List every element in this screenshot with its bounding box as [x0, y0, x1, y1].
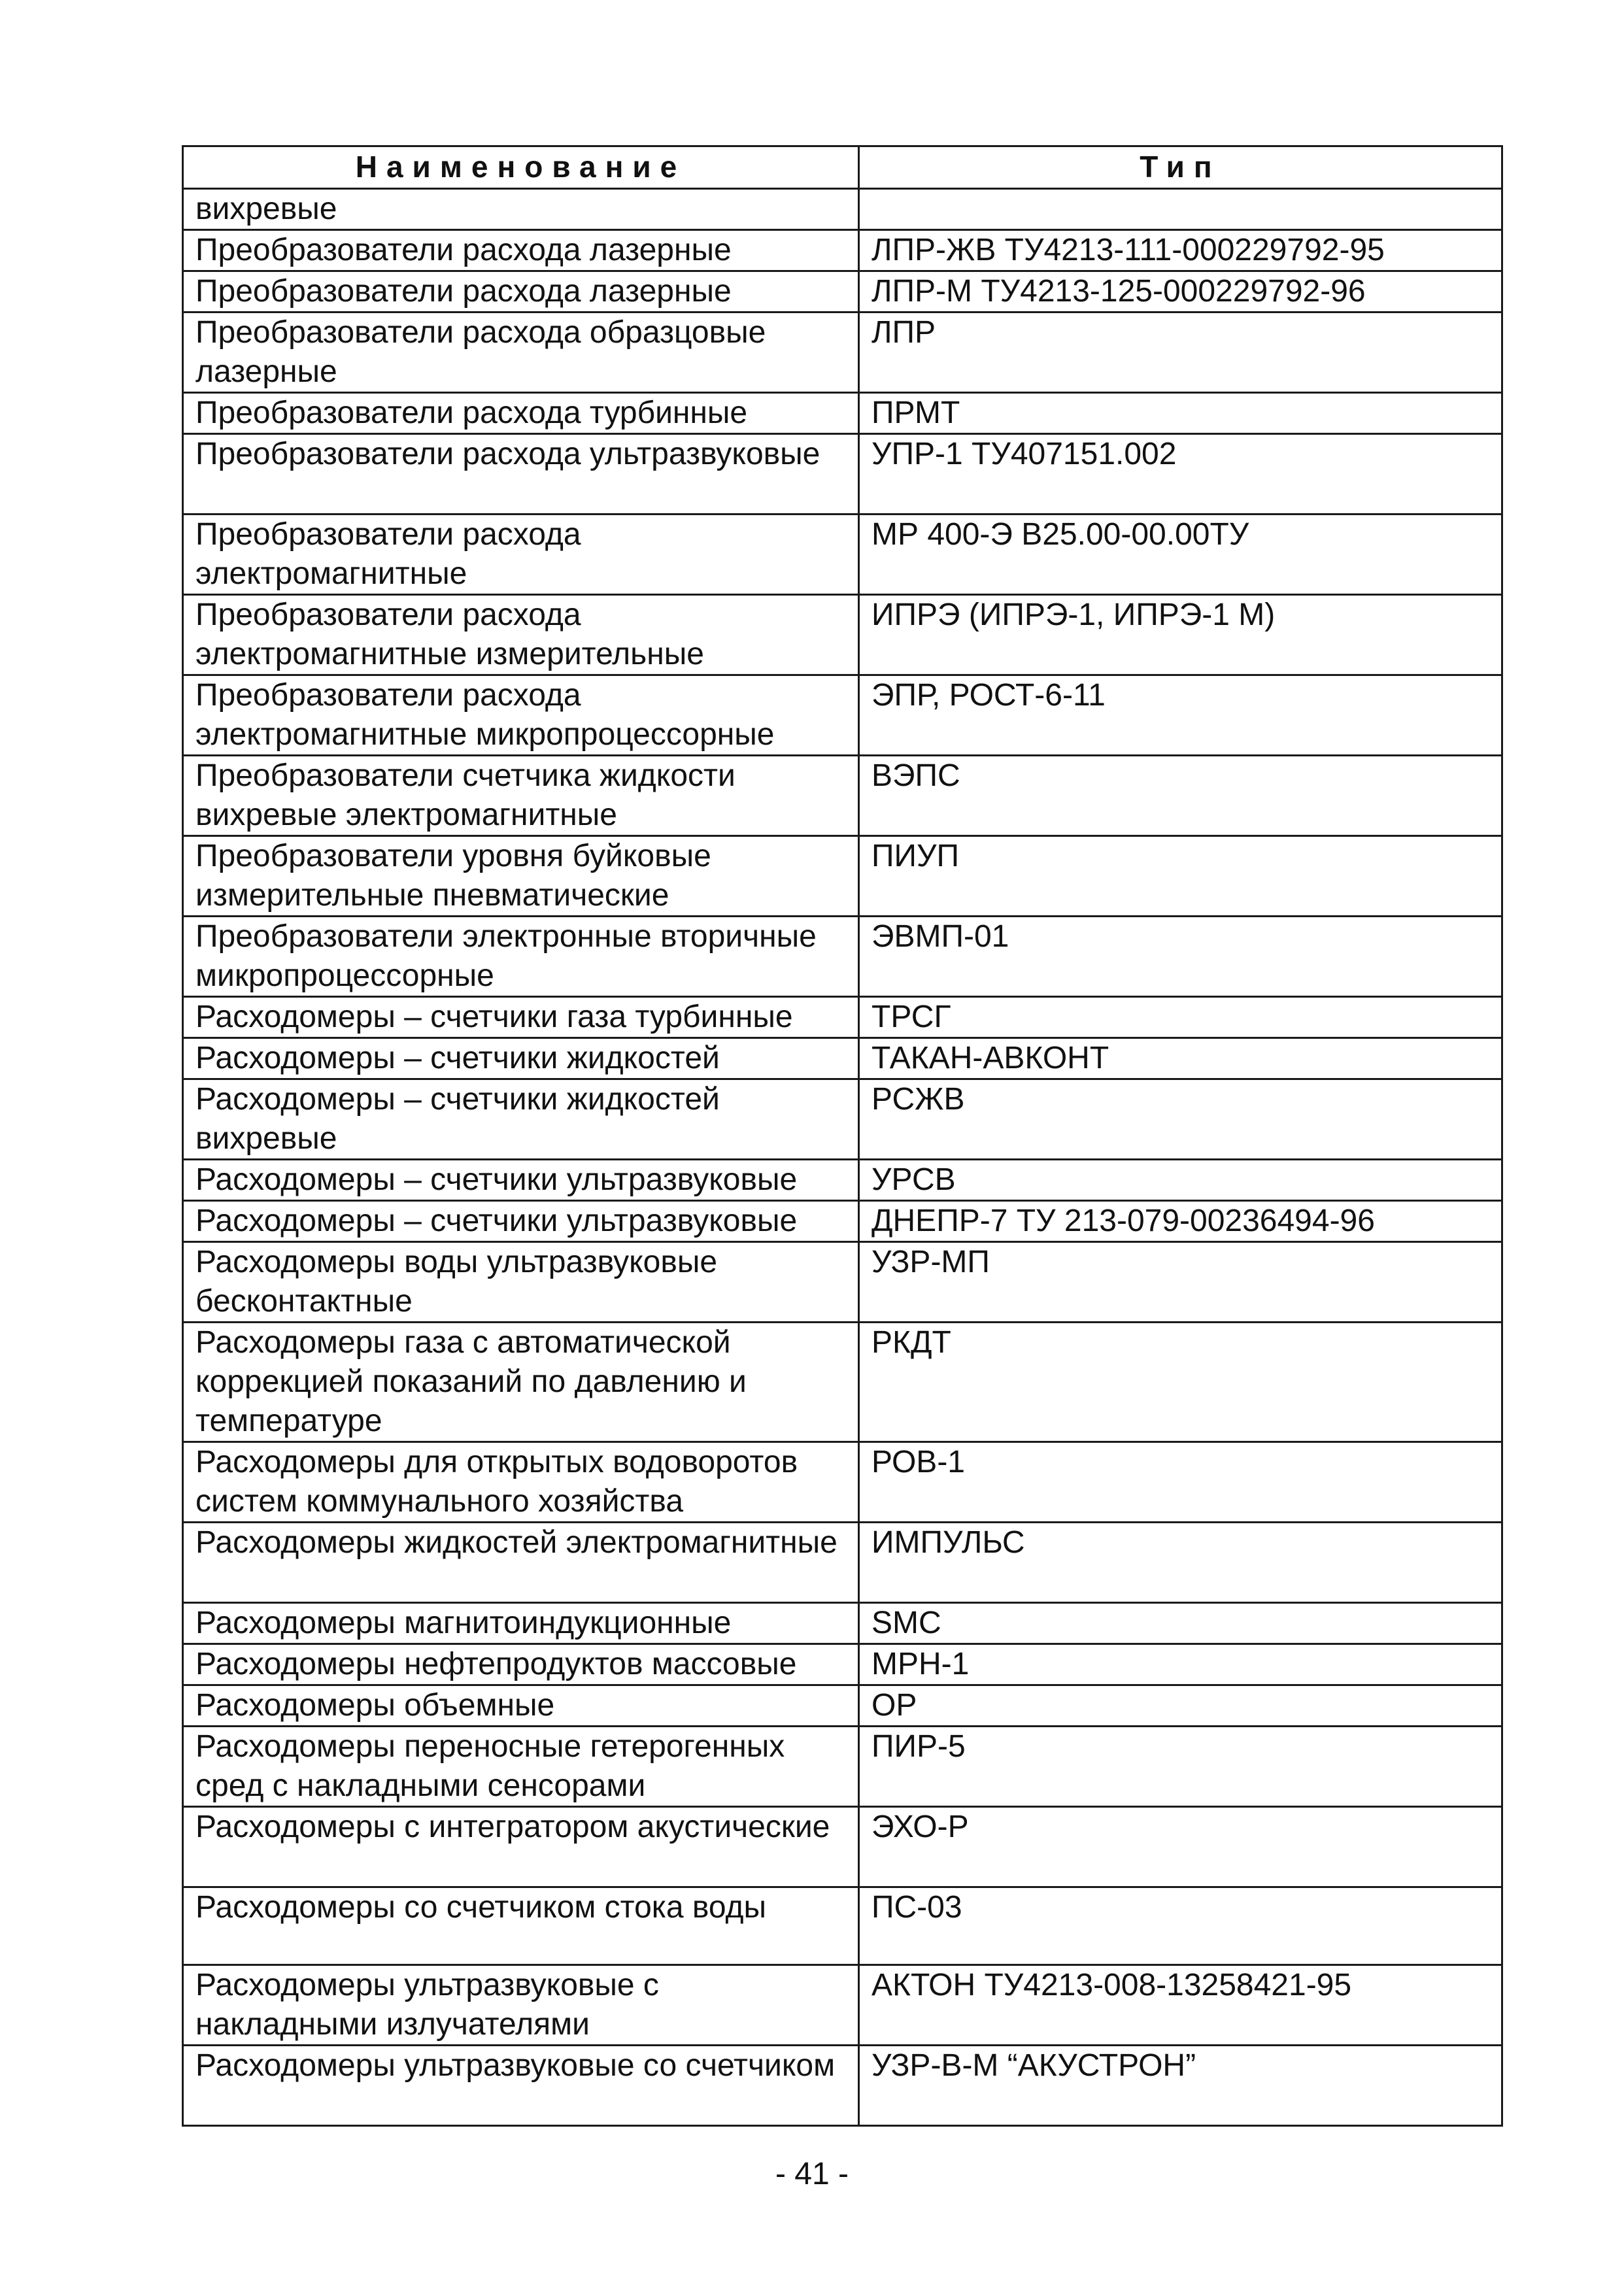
table-row	[183, 1242, 1502, 1323]
table-row	[183, 1807, 1502, 1887]
cell-name: Расходомеры магнитоиндукционные	[183, 1603, 859, 1644]
cell-name: Расходомеры ультразвуковые со счетчиком	[183, 2046, 859, 2126]
cell-name: Расходомеры газа с автоматической коррекцией показаний по давлению и температуре	[183, 1323, 859, 1442]
table-row	[183, 1323, 1502, 1442]
cell-type: ПРМТ	[859, 393, 1502, 434]
table-row	[183, 595, 1502, 675]
table-row	[183, 1644, 1502, 1685]
table-row	[183, 312, 1502, 393]
cell-type: РКДТ	[859, 1323, 1502, 1442]
cell-type: SMC	[859, 1603, 1502, 1644]
cell-name: Расходомеры жидкостей электромагнитные	[183, 1523, 859, 1603]
table-body	[183, 189, 1502, 2126]
cell-name: Расходомеры ультразвуковые с накладными излучателями	[183, 1965, 859, 2046]
cell-name: Преобразователи расхода лазерные	[183, 230, 859, 271]
cell-name: Расходомеры – счетчики ультразвуковые	[183, 1160, 859, 1201]
table-row	[183, 1965, 1502, 2046]
table-row	[183, 1160, 1502, 1201]
table-row	[183, 1523, 1502, 1603]
cell-name: Расходомеры – счетчики жидкостей вихревые	[183, 1079, 859, 1160]
cell-type: ТРСГ	[859, 997, 1502, 1038]
cell-type: ЭХО-Р	[859, 1807, 1502, 1887]
cell-type	[859, 189, 1502, 230]
table-row	[183, 434, 1502, 514]
cell-name: Преобразователи уровня буйковые измерительные пневматические	[183, 836, 859, 917]
cell-name: Преобразователи расхода электромагнитные микропроцессорные	[183, 675, 859, 756]
cell-name: Преобразователи расхода образцовые лазерные	[183, 312, 859, 393]
table-row	[183, 1442, 1502, 1523]
cell-type: УЗР-В-М “АКУСТРОН”	[859, 2046, 1502, 2126]
cell-type: УЗР-МП	[859, 1242, 1502, 1323]
page-number: - 41 -	[775, 2157, 849, 2191]
table-row	[183, 230, 1502, 271]
table-row	[183, 917, 1502, 997]
table-row	[183, 189, 1502, 230]
cell-type: ЛПР	[859, 312, 1502, 393]
table-header-row	[183, 146, 1502, 189]
cell-type: ПИУП	[859, 836, 1502, 917]
cell-name: Преобразователи счетчика жидкости вихревые электромагнитные	[183, 756, 859, 836]
table-row	[183, 1201, 1502, 1242]
header-name: Наименование	[183, 146, 859, 189]
table-row	[183, 1727, 1502, 1807]
table-row	[183, 1603, 1502, 1644]
cell-name: Расходомеры со счетчиком стока воды	[183, 1887, 859, 1965]
cell-name: Преобразователи расхода электромагнитные измерительные	[183, 595, 859, 675]
table-row	[183, 1038, 1502, 1079]
table-row	[183, 836, 1502, 917]
cell-type: ЭВМП-01	[859, 917, 1502, 997]
cell-name: Расходомеры с интегратором акустические	[183, 1807, 859, 1887]
table-row	[183, 1887, 1502, 1965]
cell-name: вихревые	[183, 189, 859, 230]
cell-type: ПС-03	[859, 1887, 1502, 1965]
document-page	[182, 145, 1501, 2127]
cell-type: ОР	[859, 1685, 1502, 1727]
cell-name: Преобразователи расхода турбинные	[183, 393, 859, 434]
cell-name: Преобразователи электронные вторичные микропроцессорные	[183, 917, 859, 997]
cell-type: МР 400-Э В25.00-00.00ТУ	[859, 514, 1502, 595]
cell-name: Расходомеры – счетчики газа турбинные	[183, 997, 859, 1038]
cell-type: ДНЕПР-7 ТУ 213-079-00236494-96	[859, 1201, 1502, 1242]
cell-type: ЛПР-М ТУ4213-125-000229792-96	[859, 271, 1502, 312]
cell-name: Расходомеры объемные	[183, 1685, 859, 1727]
table-row	[183, 271, 1502, 312]
cell-type: ИПРЭ (ИПРЭ-1, ИПРЭ-1 М)	[859, 595, 1502, 675]
table-row	[183, 393, 1502, 434]
table-row	[183, 675, 1502, 756]
cell-type: ТАКАН-АВКОНТ	[859, 1038, 1502, 1079]
cell-type: ЭПР, РОСТ-6-11	[859, 675, 1502, 756]
table-row	[183, 997, 1502, 1038]
cell-name: Расходомеры воды ультразвуковые бесконтактные	[183, 1242, 859, 1323]
cell-name: Расходомеры – счетчики ультразвуковые	[183, 1201, 859, 1242]
table-row	[183, 514, 1502, 595]
table-row	[183, 2046, 1502, 2126]
cell-type: АКТОН ТУ4213-008-13258421-95	[859, 1965, 1502, 2046]
table-row	[183, 1079, 1502, 1160]
cell-type: УПР-1 ТУ407151.002	[859, 434, 1502, 514]
cell-name: Преобразователи расхода лазерные	[183, 271, 859, 312]
table-row	[183, 1685, 1502, 1727]
cell-type: УРСВ	[859, 1160, 1502, 1201]
cell-name: Расходомеры нефтепродуктов массовые	[183, 1644, 859, 1685]
cell-type: ПИР-5	[859, 1727, 1502, 1807]
cell-name: Расходомеры для открытых водоворотов систем коммунального хозяйства	[183, 1442, 859, 1523]
cell-type: ИМПУЛЬС	[859, 1523, 1502, 1603]
instrument-table	[182, 145, 1503, 2127]
cell-type: ВЭПС	[859, 756, 1502, 836]
cell-name: Преобразователи расхода ультразвуковые	[183, 434, 859, 514]
cell-name: Расходомеры – счетчики жидкостей	[183, 1038, 859, 1079]
header-type: Тип	[859, 146, 1502, 189]
cell-name: Расходомеры переносные гетерогенных сред с накладными сенсорами	[183, 1727, 859, 1807]
cell-type: РСЖВ	[859, 1079, 1502, 1160]
cell-type: МРН-1	[859, 1644, 1502, 1685]
cell-type: ЛПР-ЖВ ТУ4213-111-000229792-95	[859, 230, 1502, 271]
table-row	[183, 756, 1502, 836]
cell-type: РОВ-1	[859, 1442, 1502, 1523]
cell-name: Преобразователи расхода электромагнитные	[183, 514, 859, 595]
